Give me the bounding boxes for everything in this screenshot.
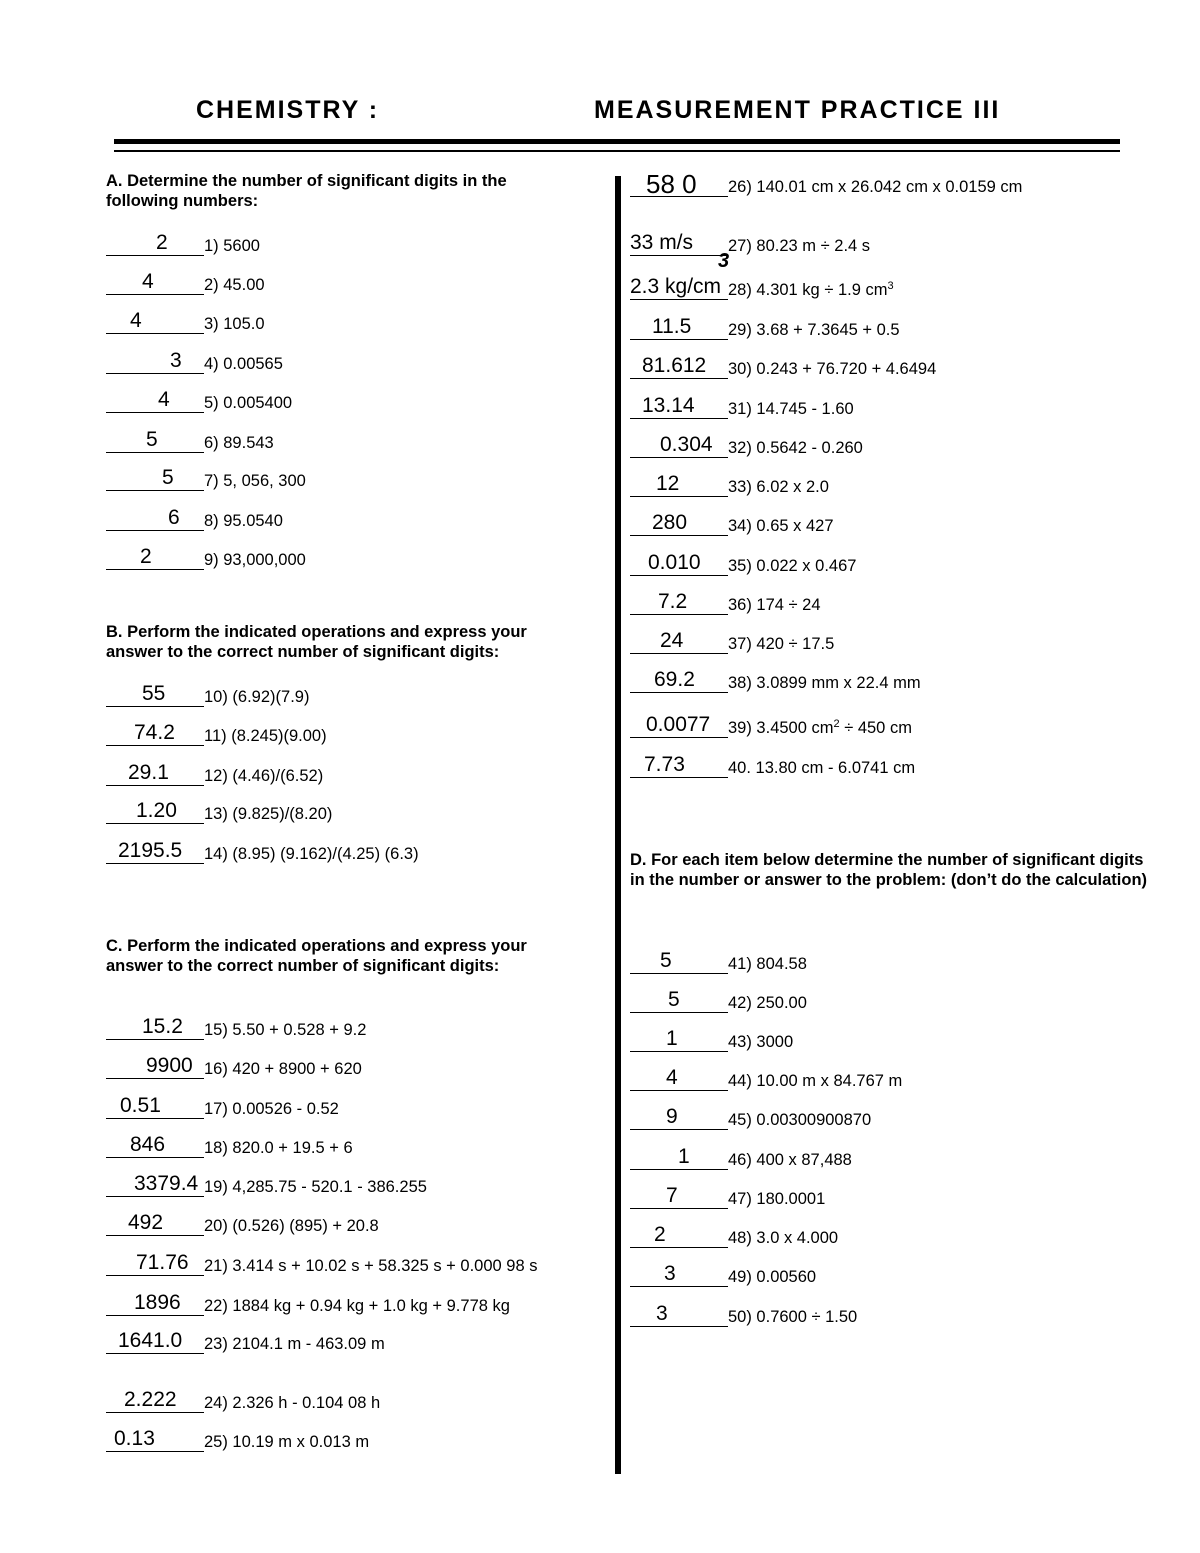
answer-field[interactable]: 7.2 xyxy=(630,589,728,615)
question-text: 45) 0.00300900870 xyxy=(728,1111,872,1129)
question-text: 13) (9.825)/(8.20) xyxy=(204,805,333,823)
answer-field[interactable]: 7.73 xyxy=(630,752,728,778)
answer-field[interactable]: 15.2 xyxy=(106,1014,204,1040)
answer-field[interactable]: 0.304 xyxy=(630,432,728,458)
answer-field[interactable]: 24 xyxy=(630,628,728,654)
answer-field[interactable]: 6 xyxy=(106,505,204,531)
answer-field[interactable]: 4 xyxy=(106,387,204,413)
section-d-heading: D. For each item below determine the number of significant digits in the number or answer to the problem: (don’t do the calculation) xyxy=(630,851,1148,889)
question-text: 50) 0.7600 ÷ 1.50 xyxy=(728,1308,858,1326)
answer-field[interactable]: 1641.0 xyxy=(106,1328,204,1354)
answer-field[interactable]: 13.14 xyxy=(630,393,728,419)
answer-field[interactable]: 2 xyxy=(106,230,204,256)
question-text: 20) (0.526) (895) + 20.8 xyxy=(204,1217,379,1235)
header-rule-thick xyxy=(114,139,1120,144)
answer-field[interactable]: 1.20 xyxy=(106,798,204,824)
question-text: 48) 3.0 x 4.000 xyxy=(728,1229,839,1247)
question-text: 5) 0.005400 xyxy=(204,394,293,412)
answer-exponent: 3 xyxy=(718,250,730,272)
exponent: 2 xyxy=(833,718,840,730)
answer-field[interactable]: 280 xyxy=(630,510,728,536)
answer-field[interactable]: 3 xyxy=(106,348,204,374)
section-b-heading: B. Perform the indicated operations and express your answer to the correct number of significant digits: xyxy=(106,623,527,661)
question-text: 31) 14.745 - 1.60 xyxy=(728,400,854,418)
answer-field[interactable]: 1896 xyxy=(106,1290,204,1316)
question-text: 16) 420 + 8900 + 620 xyxy=(204,1060,362,1078)
question-text: 2) 45.00 xyxy=(204,276,265,294)
question-base: 39) 3.4500 cm xyxy=(728,719,834,737)
question-text: 41) 804.58 xyxy=(728,955,807,973)
question-text: 26) 140.01 cm x 26.042 cm x 0.0159 cm xyxy=(728,178,1023,196)
answer-field[interactable]: 69.2 xyxy=(630,667,728,693)
page-title-topic: MEASUREMENT PRACTICE III xyxy=(594,96,1001,124)
question-text: 14) (8.95) (9.162)/(4.25) (6.3) xyxy=(204,845,419,863)
answer-field[interactable]: 5 xyxy=(630,987,728,1013)
question-text: 46) 400 x 87,488 xyxy=(728,1151,852,1169)
answer-field[interactable]: 0.0077 xyxy=(630,712,728,738)
question-text xyxy=(728,276,894,300)
page-title-subject: CHEMISTRY : xyxy=(196,96,380,124)
answer-field[interactable]: 4 xyxy=(106,269,204,295)
question-text: 15) 5.50 + 0.528 + 9.2 xyxy=(204,1021,367,1039)
question-text: 29) 3.68 + 7.3645 + 0.5 xyxy=(728,321,900,339)
answer-field[interactable]: 9900 xyxy=(106,1053,204,1079)
answer-field[interactable]: 2 xyxy=(630,1222,728,1248)
section-c-heading: C. Perform the indicated operations and express your answer to the correct number of significant digits: xyxy=(106,937,527,975)
question-text: 11) (8.245)(9.00) xyxy=(204,727,327,745)
answer-field[interactable]: 12 xyxy=(630,471,728,497)
question-text: 19) 4,285.75 - 520.1 - 386.255 xyxy=(204,1178,427,1196)
answer-field[interactable]: 33 m/s xyxy=(630,230,728,256)
column-divider xyxy=(615,176,621,1474)
exponent: 3 xyxy=(887,280,894,292)
answer-field[interactable]: 11.5 xyxy=(630,314,728,340)
answer-text: 2.3 kg/cm xyxy=(630,275,722,298)
answer-field[interactable]: 2195.5 xyxy=(106,838,204,864)
question-text: 21) 3.414 s + 10.02 s + 58.325 s + 0.000 98 s xyxy=(204,1257,538,1275)
question-text: 17) 0.00526 - 0.52 xyxy=(204,1100,339,1118)
question-text: 40. 13.80 cm - 6.0741 cm xyxy=(728,759,916,777)
question-text: 24) 2.326 h - 0.104 08 h xyxy=(204,1394,381,1412)
question-text: 22) 1884 kg + 0.94 kg + 1.0 kg + 9.778 kg xyxy=(204,1297,510,1315)
answer-field[interactable]: 1 xyxy=(630,1026,728,1052)
question-text: 38) 3.0899 mm x 22.4 mm xyxy=(728,674,921,692)
question-text: 4) 0.00565 xyxy=(204,355,283,373)
question-tail: ÷ 450 cm xyxy=(839,719,912,737)
answer-field[interactable]: 74.2 xyxy=(106,720,204,746)
question-text: 10) (6.92)(7.9) xyxy=(204,688,310,706)
answer-field[interactable]: 55 xyxy=(106,681,204,707)
answer-field[interactable]: 0.51 xyxy=(106,1093,204,1119)
answer-field[interactable]: 0.010 xyxy=(630,550,728,576)
answer-field[interactable]: 2 xyxy=(106,544,204,570)
answer-field[interactable]: 9 xyxy=(630,1104,728,1130)
question-text: 42) 250.00 xyxy=(728,994,807,1012)
question-text: 49) 0.00560 xyxy=(728,1268,817,1286)
answer-field[interactable]: 4 xyxy=(630,1065,728,1091)
answer-field[interactable]: 5 xyxy=(106,465,204,491)
section-a-heading: A. Determine the number of significant digits in the following numbers: xyxy=(106,172,507,210)
question-text: 30) 0.243 + 76.720 + 4.6494 xyxy=(728,360,937,378)
answer-field[interactable]: 71.76 xyxy=(106,1250,204,1276)
answer-field[interactable]: 3379.4 xyxy=(106,1171,204,1197)
answer-field[interactable]: 3 xyxy=(630,1301,728,1327)
answer-field[interactable]: 7 xyxy=(630,1183,728,1209)
question-text: 18) 820.0 + 19.5 + 6 xyxy=(204,1139,353,1157)
question-text: 44) 10.00 m x 84.767 m xyxy=(728,1072,903,1090)
answer-field[interactable]: 58 0 xyxy=(630,171,728,197)
question-text: 43) 3000 xyxy=(728,1033,794,1051)
question-text: 37) 420 ÷ 17.5 xyxy=(728,635,835,653)
answer-field[interactable]: 29.1 xyxy=(106,760,204,786)
question-text: 23) 2104.1 m - 463.09 m xyxy=(204,1335,385,1353)
question-text: 27) 80.23 m ÷ 2.4 s xyxy=(728,237,871,255)
answer-field[interactable]: 81.612 xyxy=(630,353,728,379)
answer-field[interactable]: 2.222 xyxy=(106,1387,204,1413)
answer-field[interactable]: 1 xyxy=(630,1144,728,1170)
question-text: 36) 174 ÷ 24 xyxy=(728,596,821,614)
question-text: 6) 89.543 xyxy=(204,434,274,452)
answer-field[interactable] xyxy=(630,274,728,300)
question-text: 35) 0.022 x 0.467 xyxy=(728,557,857,575)
question-text xyxy=(728,714,912,738)
answer-field[interactable]: 0.13 xyxy=(106,1426,204,1452)
question-text: 33) 6.02 x 2.0 xyxy=(728,478,829,496)
question-text: 34) 0.65 x 427 xyxy=(728,517,834,535)
header-rule-thin xyxy=(114,150,1120,152)
question-text: 32) 0.5642 - 0.260 xyxy=(728,439,863,457)
answer-field[interactable]: 492 xyxy=(106,1210,204,1236)
answer-field[interactable]: 846 xyxy=(106,1132,204,1158)
question-text: 9) 93,000,000 xyxy=(204,551,306,569)
question-text: 3) 105.0 xyxy=(204,315,265,333)
question-text: 47) 180.0001 xyxy=(728,1190,826,1208)
question-base: 28) 4.301 kg ÷ 1.9 cm xyxy=(728,281,888,299)
question-text: 12) (4.46)/(6.52) xyxy=(204,767,324,785)
answer-field[interactable]: 4 xyxy=(106,308,204,334)
question-text: 8) 95.0540 xyxy=(204,512,283,530)
answer-field[interactable]: 3 xyxy=(630,1261,728,1287)
answer-field[interactable]: 5 xyxy=(106,427,204,453)
question-text: 7) 5, 056, 300 xyxy=(204,472,306,490)
answer-field[interactable]: 5 xyxy=(630,948,728,974)
question-text: 1) 5600 xyxy=(204,237,260,255)
question-text: 25) 10.19 m x 0.013 m xyxy=(204,1433,370,1451)
